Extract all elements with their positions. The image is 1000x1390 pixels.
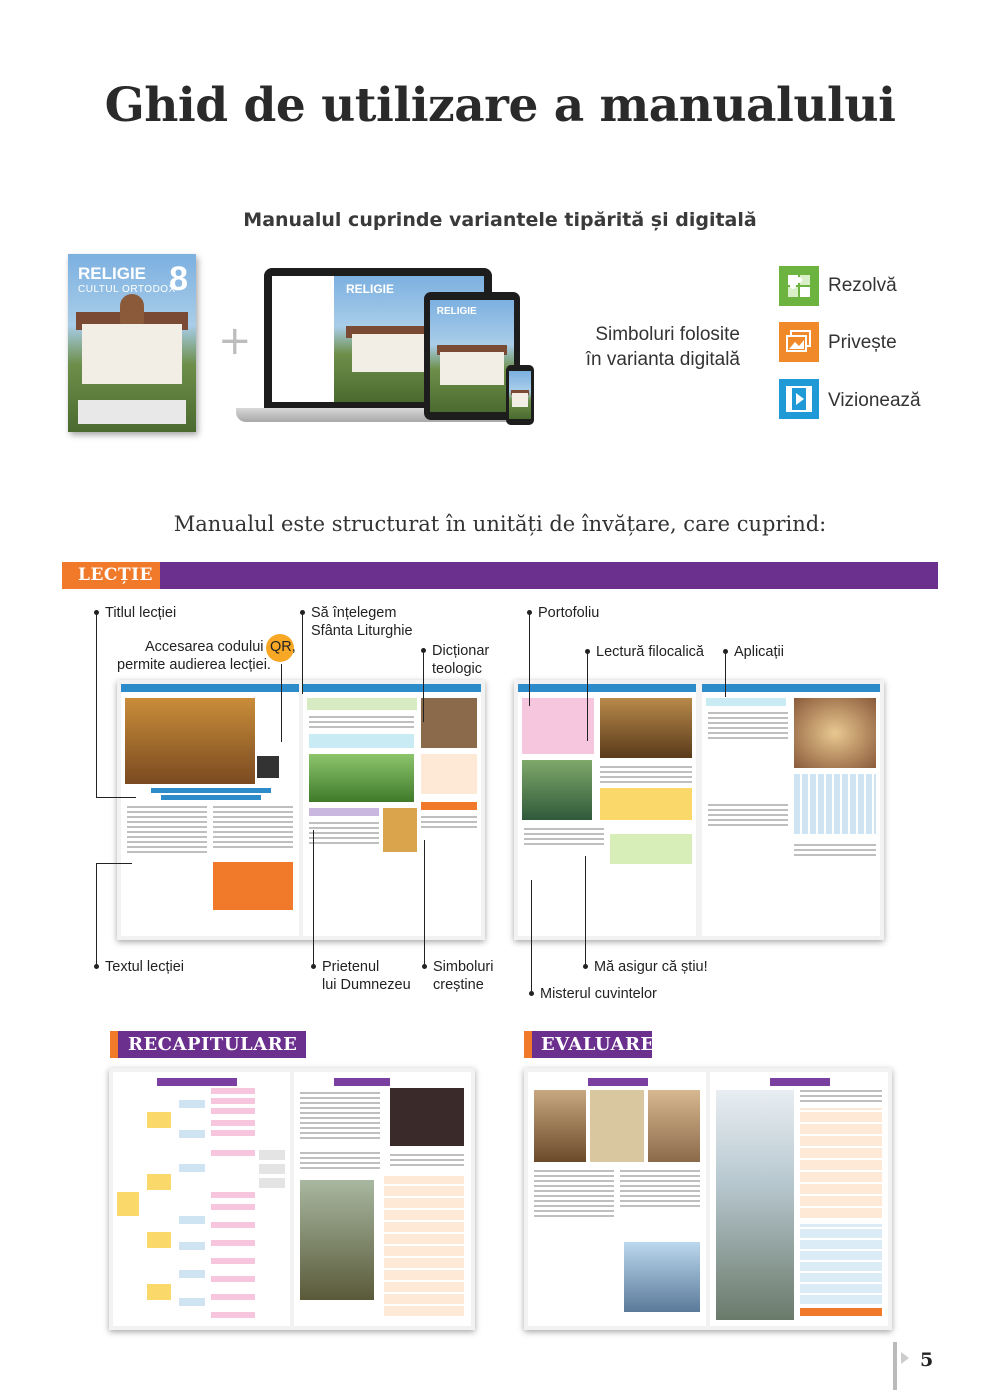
images-icon (779, 322, 819, 362)
digital-symbols-caption: Simboluri folosite în varianta digitală (585, 324, 740, 370)
label-ma-asigur: Mă asigur că știu! (594, 959, 708, 975)
lectie-spread-1 (117, 680, 485, 940)
label-textul-lectiei: Textul lecției (105, 959, 184, 975)
tablet-device: RELIGIE (424, 292, 520, 420)
film-icon (779, 379, 819, 419)
recapitulare-heading: RECAPITULARE (128, 1034, 298, 1055)
page-edge-marker (893, 1342, 897, 1390)
label-lectura-filocalica: Lectură filocalică (596, 644, 704, 660)
structure-intro: Manualul este structurat în unități de învățare, care cuprind: (173, 512, 827, 536)
phone-device (506, 365, 534, 425)
evaluare-heading: EVALUARE (541, 1034, 655, 1055)
laptop-device: RELIGIE (264, 268, 492, 408)
book-grade: 8 (169, 260, 188, 298)
qr-badge-text: QR, (270, 639, 296, 655)
plus-icon: + (218, 318, 252, 364)
book-subtitle: CULTUL ORTODOX (78, 284, 176, 295)
lectie-spread-2 (514, 680, 884, 940)
page-title: Ghid de utilizare a manualului (104, 78, 896, 133)
symbol-label-vizioneaza: Vizionează (828, 390, 921, 411)
printed-book-cover (68, 254, 196, 432)
recapitulare-spread (109, 1068, 475, 1330)
symbol-label-rezolva: Rezolvă (828, 275, 897, 296)
page-arrow-icon (901, 1352, 909, 1364)
symbol-label-priveste: Privește (828, 332, 897, 353)
label-portofoliu: Portofoliu (538, 605, 600, 621)
label-titlul-lectiei: Titlul lecției (105, 605, 177, 621)
label-dictionar: Dicționar teologic (432, 643, 490, 677)
label-aplicatii: Aplicații (734, 644, 784, 660)
label-misterul-cuvintelor: Misterul cuvintelor (540, 986, 657, 1002)
puzzle-icon (779, 266, 819, 306)
lectie-bar (62, 562, 938, 589)
label-qr-audiere: permite audierea lecției. (117, 657, 271, 673)
page-number: 5 (920, 1349, 934, 1371)
label-prietenul: Prietenul lui Dumnezeu (322, 959, 411, 993)
label-qr-access: Accesarea codului (145, 639, 264, 655)
subtitle: Manualul cuprinde variantele tipărită și digitală (243, 209, 757, 231)
label-simboluri: Simboluri creștine (433, 959, 494, 993)
evaluare-spread (524, 1068, 892, 1330)
label-sa-intelegem: Să înțelegem Sfânta Liturghie (311, 605, 413, 639)
book-title: RELIGIE (78, 264, 147, 283)
lectie-heading: LECȚIE (78, 565, 154, 585)
